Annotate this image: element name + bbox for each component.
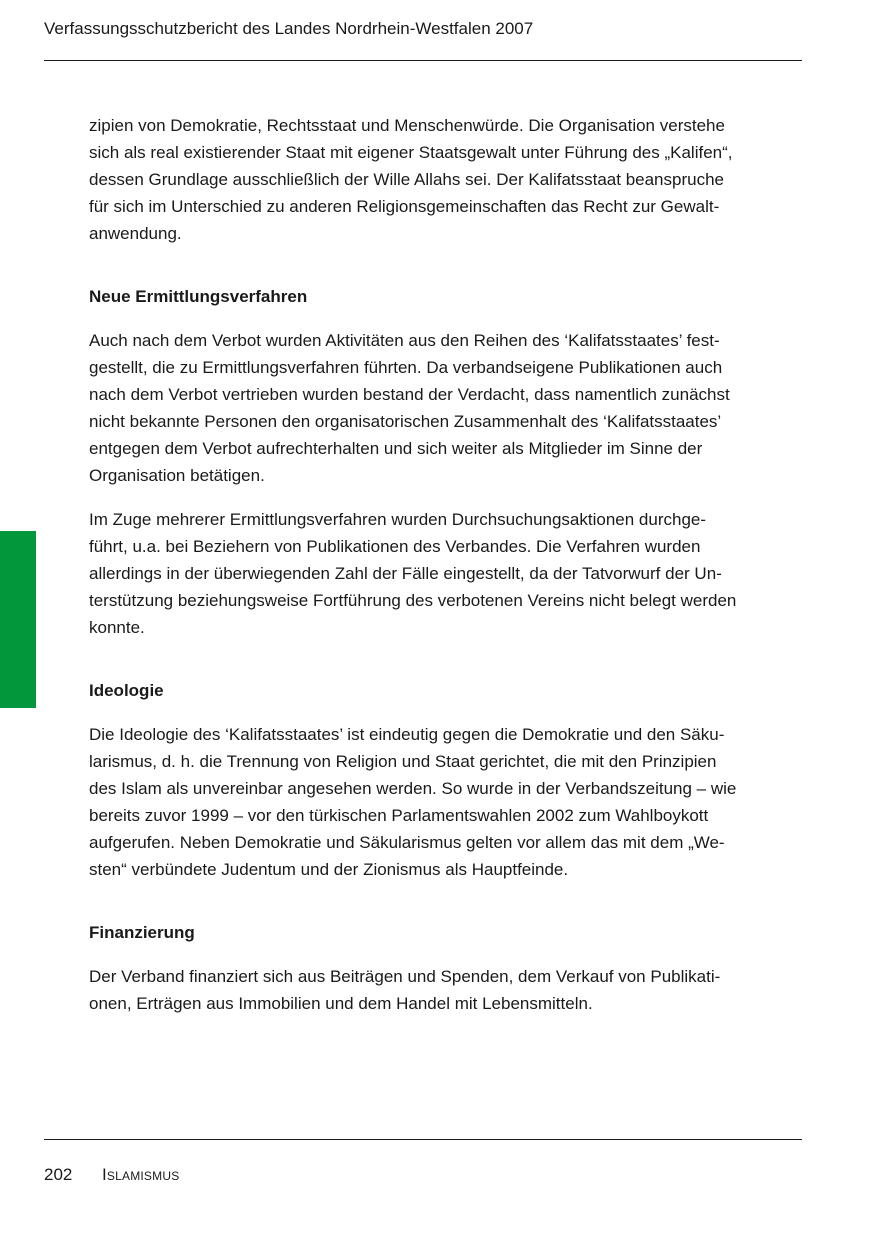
text-line: larismus, d. h. die Trennung von Religion und Staat gerichtet, die mit den Prinzipien (89, 752, 717, 771)
text-line: aufgerufen. Neben Demokratie und Säkularismus gelten vor allem das mit dem „We- (89, 833, 725, 852)
section-heading-finanzierung: Finanzierung (89, 923, 195, 942)
chapter-color-tab (0, 531, 36, 708)
text-line: entgegen dem Verbot aufrechterhalten und sich weiter als Mitglieder im Sinne der (89, 439, 703, 458)
intro-paragraph (89, 112, 803, 247)
text-line: dessen Grundlage ausschließlich der Wille Allahs sei. Der Kalifatsstaat beanspruche (89, 170, 724, 189)
ermittlungsverfahren-paragraph-1 (89, 327, 803, 489)
text-line: Im Zuge mehrerer Ermittlungsverfahren wurden Durchsuchungsaktionen durchge- (89, 510, 707, 529)
text-line: zipien von Demokratie, Rechtsstaat und Menschenwürde. Die Organisation verstehe (89, 116, 725, 135)
text-line: anwendung. (89, 224, 182, 243)
running-header-title: Verfassungsschutzbericht des Landes Nordrhein-Westfalen 2007 (44, 19, 534, 38)
footer-section-name: Islamismus (102, 1165, 180, 1184)
text-line: nach dem Verbot vertrieben wurden bestand der Verdacht, dass namentlich zunächst (89, 385, 730, 404)
text-line: sich als real existierender Staat mit eigener Staatsgewalt unter Führung des „Kalifen“, (89, 143, 733, 162)
text-line: führt, u.a. bei Beziehern von Publikationen des Verbandes. Die Verfahren wurden (89, 537, 701, 556)
text-line: konnte. (89, 618, 145, 637)
text-line: terstützung beziehungsweise Fortführung des verbotenen Vereins nicht belegt werden (89, 591, 737, 610)
page-number: 202 (44, 1165, 73, 1184)
section-heading-ermittlungsverfahren: Neue Ermittlungsverfahren (89, 287, 308, 306)
text-line: onen, Erträgen aus Immobilien und dem Handel mit Lebensmitteln. (89, 994, 593, 1013)
text-line: nicht bekannte Personen den organisatorischen Zusammenhalt des ‘Kalifatsstaates’ (89, 412, 722, 431)
text-line: Die Ideologie des ‘Kalifatsstaates’ ist eindeutig gegen die Demokratie und den Säku- (89, 725, 725, 744)
text-line: sten“ verbündete Judentum und der Zionismus als Hauptfeinde. (89, 860, 569, 879)
text-line: für sich im Unterschied zu anderen Religionsgemeinschaften das Recht zur Gewalt- (89, 197, 720, 216)
text-line: gestellt, die zu Ermittlungsverfahren führten. Da verbandseigene Publikationen auch (89, 358, 723, 377)
page-body (89, 112, 803, 1017)
text-line: bereits zuvor 1999 – vor den türkischen Parlamentswahlen 2002 zum Wahlboykott (89, 806, 709, 825)
ermittlungsverfahren-paragraph-2 (89, 506, 803, 641)
text-line: Der Verband finanziert sich aus Beiträgen und Spenden, dem Verkauf von Publikati- (89, 967, 721, 986)
footer-divider (44, 1139, 802, 1140)
text-line: Auch nach dem Verbot wurden Aktivitäten aus den Reihen des ‘Kalifatsstaates’ fest- (89, 331, 720, 350)
text-line: des Islam als unvereinbar angesehen werden. So wurde in der Verbandszeitung – wie (89, 779, 737, 798)
section-heading-ideologie: Ideologie (89, 681, 164, 700)
ideologie-paragraph (89, 721, 803, 883)
text-line: allerdings in der überwiegenden Zahl der Fälle eingestellt, da der Tatvorwurf der Un- (89, 564, 722, 583)
text-line: Organisation betätigen. (89, 466, 265, 485)
header-divider (44, 60, 802, 61)
finanzierung-paragraph (89, 963, 803, 1017)
